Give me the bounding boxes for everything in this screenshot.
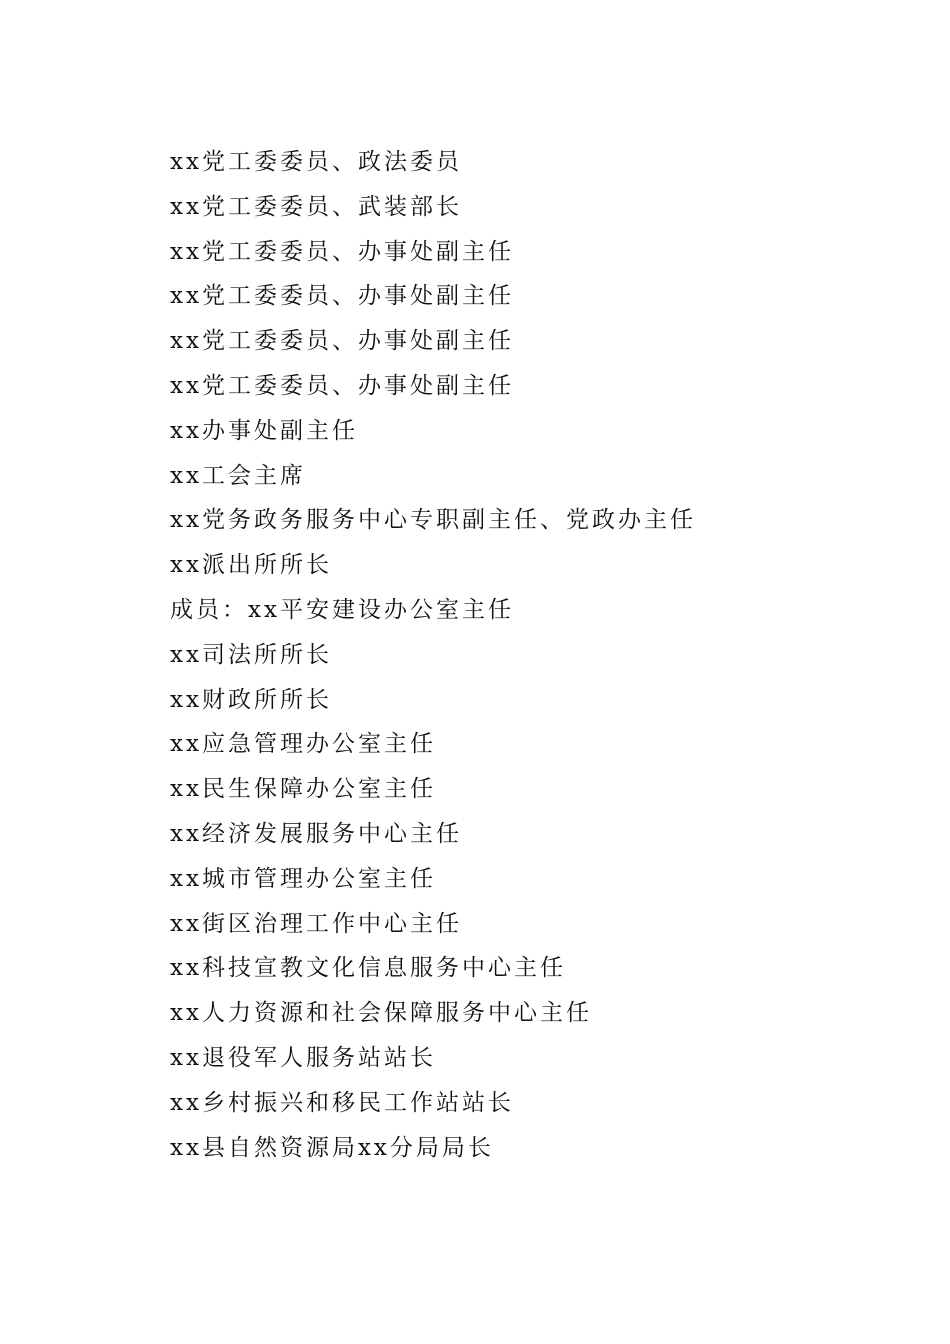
list-item: xx退役军人服务站站长 — [170, 1044, 436, 1071]
list-item: xx党工委委员、办事处副主任 — [170, 328, 514, 355]
list-item: xx县自然资源局xx分局局长 — [170, 1134, 494, 1161]
members-heading-item: 成员：xx平安建设办公室主任 — [170, 596, 514, 623]
list-item: xx党工委委员、武装部长 — [170, 193, 462, 220]
list-item: xx办事处副主任 — [170, 417, 358, 444]
list-item: xx财政所所长 — [170, 686, 332, 713]
list-item: xx科技宣教文化信息服务中心主任 — [170, 955, 566, 982]
list-item: xx应急管理办公室主任 — [170, 731, 436, 758]
list-item: xx司法所所长 — [170, 641, 332, 668]
list-item: xx经济发展服务中心主任 — [170, 820, 462, 847]
list-item: xx人力资源和社会保障服务中心主任 — [170, 1000, 592, 1027]
list-item: xx城市管理办公室主任 — [170, 865, 436, 892]
list-item: xx街区治理工作中心主任 — [170, 910, 462, 937]
member-list — [170, 140, 870, 1170]
list-item: xx工会主席 — [170, 462, 306, 489]
list-item: xx民生保障办公室主任 — [170, 776, 436, 803]
list-item: xx党工委委员、办事处副主任 — [170, 372, 514, 399]
list-item: xx党工委委员、办事处副主任 — [170, 238, 514, 265]
list-item: xx派出所所长 — [170, 552, 332, 579]
list-item: xx党工委委员、政法委员 — [170, 149, 462, 175]
list-item: xx乡村振兴和移民工作站站长 — [170, 1089, 514, 1116]
list-item: xx党务政务服务中心专职副主任、党政办主任 — [170, 507, 696, 534]
list-item: xx党工委委员、办事处副主任 — [170, 283, 514, 310]
